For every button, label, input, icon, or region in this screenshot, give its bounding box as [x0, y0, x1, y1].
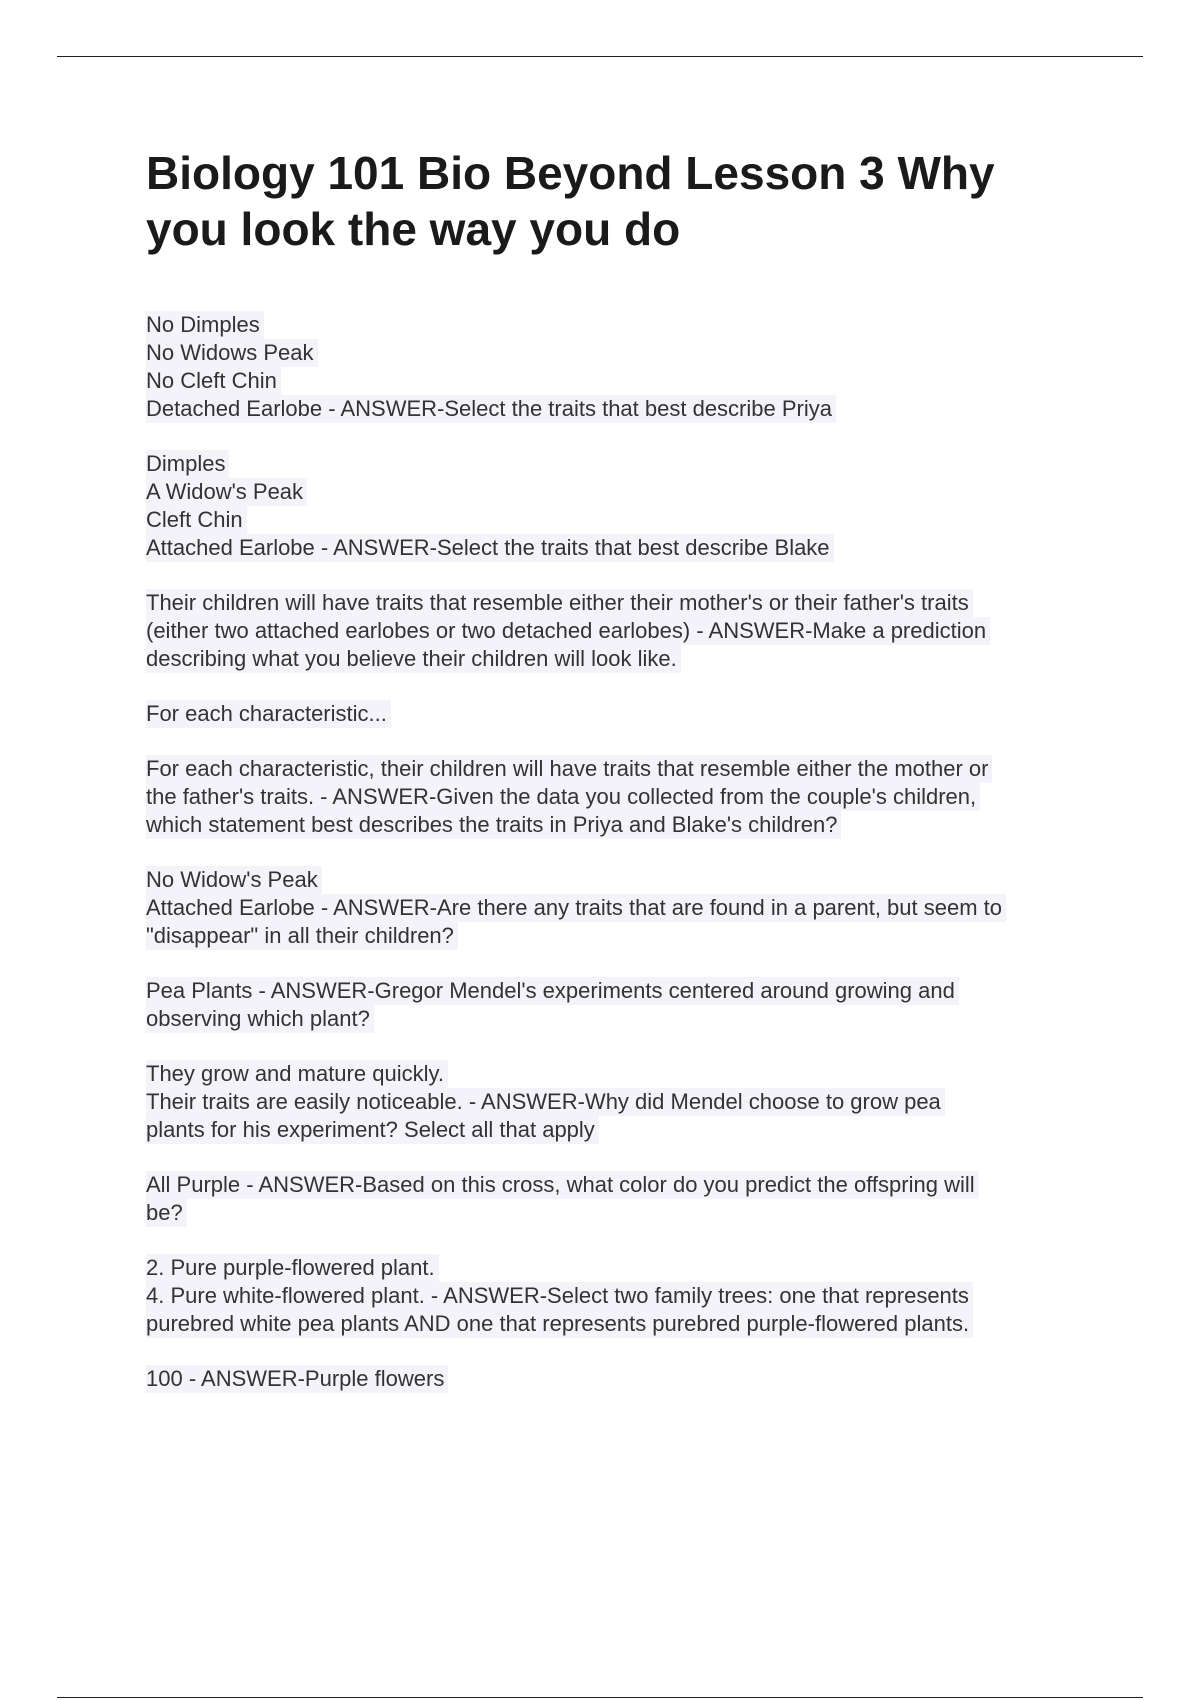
qa-entry	[146, 450, 1096, 562]
qa-line: Pea Plants - ANSWER-Gregor Mendel's experiments centered around growing and	[146, 977, 959, 1005]
qa-line: be?	[146, 1199, 187, 1227]
qa-entry	[146, 311, 1096, 423]
top-rule	[57, 56, 1143, 57]
qa-line: No Dimples	[146, 311, 264, 339]
qa-line: For each characteristic, their children will have traits that resemble either the mother or	[146, 755, 992, 783]
qa-line: 100 - ANSWER-Purple flowers	[146, 1365, 448, 1393]
qa-entry	[146, 1365, 1096, 1393]
qa-line: No Cleft Chin	[146, 367, 281, 395]
qa-line: "disappear" in all their children?	[146, 922, 458, 950]
qa-line: A Widow's Peak	[146, 478, 307, 506]
qa-line: plants for his experiment? Select all that apply	[146, 1116, 599, 1144]
qa-entry	[146, 977, 1096, 1033]
qa-line: Detached Earlobe - ANSWER-Select the traits that best describe Priya	[146, 395, 836, 423]
qa-entry	[146, 1060, 1096, 1144]
qa-line: 2. Pure purple-flowered plant.	[146, 1254, 439, 1282]
qa-entry	[146, 1254, 1096, 1338]
document-title: Biology 101 Bio Beyond Lesson 3 Why you look the way you do	[146, 147, 995, 255]
qa-line: Their traits are easily noticeable. - ANSWER-Why did Mendel choose to grow pea	[146, 1088, 945, 1116]
qa-line: observing which plant?	[146, 1005, 374, 1033]
qa-line: which statement best describes the traits in Priya and Blake's children?	[146, 811, 841, 839]
qa-line: Dimples	[146, 450, 229, 478]
qa-line: purebred white pea plants AND one that represents purebred purple-flowered plants.	[146, 1310, 973, 1338]
qa-line: All Purple - ANSWER-Based on this cross, what color do you predict the offspring will	[146, 1171, 979, 1199]
document-body	[146, 145, 1096, 1420]
qa-list	[146, 311, 1096, 1393]
qa-entry	[146, 700, 1096, 728]
qa-entry	[146, 1171, 1096, 1227]
qa-line: 4. Pure white-flowered plant. - ANSWER-Select two family trees: one that represents	[146, 1282, 973, 1310]
qa-line: the father's traits. - ANSWER-Given the data you collected from the couple's children,	[146, 783, 980, 811]
qa-entry	[146, 866, 1096, 950]
qa-line: Cleft Chin	[146, 506, 247, 534]
qa-line: They grow and mature quickly.	[146, 1060, 448, 1088]
qa-line: describing what you believe their children will look like.	[146, 645, 681, 673]
qa-entry	[146, 589, 1096, 673]
bottom-rule	[57, 1697, 1143, 1698]
qa-line: (either two attached earlobes or two detached earlobes) - ANSWER-Make a prediction	[146, 617, 990, 645]
qa-line: No Widow's Peak	[146, 866, 322, 894]
qa-line: Their children will have traits that resemble either their mother's or their father's traits	[146, 589, 973, 617]
qa-line: Attached Earlobe - ANSWER-Are there any traits that are found in a parent, but seem to	[146, 894, 1006, 922]
qa-line: Attached Earlobe - ANSWER-Select the traits that best describe Blake	[146, 534, 834, 562]
qa-line: No Widows Peak	[146, 339, 318, 367]
qa-entry	[146, 755, 1096, 839]
qa-line: For each characteristic...	[146, 700, 391, 728]
